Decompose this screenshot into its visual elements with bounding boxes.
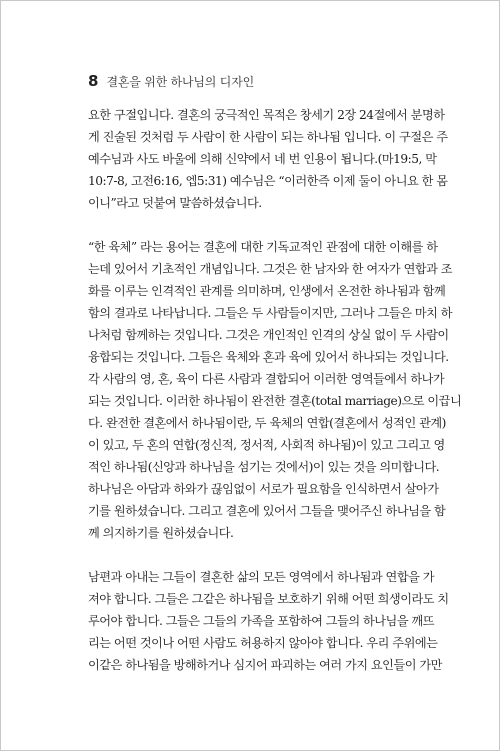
paragraph-2 bbox=[88, 236, 462, 544]
text-line: 10:7-8, 고전6:16, 엡5:31) 예수님은 “이러한즉 이제 둘이 아니요 한 몸 bbox=[88, 174, 448, 188]
text-line: 게 진술된 것처럼 두 사람이 한 사람이 되는 하나됨 입니다. 이 구절은 주 bbox=[88, 130, 448, 144]
text-line: 남편과 아내는 그들이 결혼한 삶의 모든 영역에서 하나됨과 연합을 가 bbox=[88, 570, 435, 584]
text-line: 되는 것입니다. 이러한 하나됨이 완전한 결혼(total marriage)으로 이끕니 bbox=[88, 394, 462, 408]
text-line: 나처럼 함께하는 것입니다. 그것은 개인적인 인격의 상실 없이 두 사람이 bbox=[88, 328, 449, 342]
text-line: 요한 구절입니다. 결혼의 궁극적인 목적은 창세기 2장 24절에서 분명하 bbox=[88, 108, 445, 122]
text-line: 리는 어떤 것이나 어떤 사람도 허용하지 않아야 합니다. 우리 주위에는 bbox=[88, 636, 438, 650]
text-line: 하나님은 아담과 하와가 끊임없이 서로가 필요함을 인식하면서 살아가 bbox=[88, 482, 439, 496]
text-line: 예수님과 사도 바울에 의해 신약에서 네 번 인용이 됩니다.(마19:5, 막 bbox=[88, 152, 437, 166]
text-line: 기를 원하셨습니다. 그리고 결혼에 있어서 그들을 맺어주신 하나님을 함 bbox=[88, 504, 446, 518]
text-line: 이 있고, 두 혼의 연합(정신적, 정서적, 사회적 하나됨)이 있고 그리고 영 bbox=[88, 438, 445, 452]
paragraph-spacer bbox=[88, 544, 418, 566]
paragraph-3 bbox=[88, 566, 449, 676]
text-line: “한 육체” 라는 용어는 결혼에 대한 기독교적인 관점에 대한 이해를 하 bbox=[88, 240, 438, 254]
running-header bbox=[88, 72, 254, 92]
page-number: 8 bbox=[88, 72, 99, 90]
text-line: 이니”라고 덧붙여 말씀하셨습니다. bbox=[88, 196, 262, 210]
text-line: 져야 합니다. 그들은 그같은 하나됨을 보호하기 위해 어떤 희생이라도 치 bbox=[88, 592, 449, 606]
text-line: 각 사람의 영, 혼, 육이 다른 사람과 결합되어 이러한 영역들에서 하나가 bbox=[88, 372, 445, 386]
text-line: 이같은 하나됨을 방해하거나 심지어 파괴하는 여러 가지 요인들이 가만 bbox=[88, 658, 442, 672]
paragraph-spacer bbox=[88, 214, 418, 236]
text-line: 는데 있어서 기초적인 개념입니다. 그것은 한 남자와 한 여자가 연합과 조 bbox=[88, 262, 453, 276]
paragraph-1 bbox=[88, 104, 448, 214]
text-line: 화를 이루는 인격적인 관계를 의미하며, 인생에서 온전한 하나됨과 함께 bbox=[88, 284, 446, 298]
text-line: 함의 결과로 나타납니다. 그들은 두 사람들이지만, 그러나 그들은 마치 하 bbox=[88, 306, 453, 320]
running-title: 결혼을 위한 하나님의 디자인 bbox=[106, 75, 254, 89]
text-line: 루어야 합니다. 그들은 그들의 가족을 포함하여 그들의 하나님을 깨뜨 bbox=[88, 614, 435, 628]
text-line: 다. 완전한 결혼에서 하나됨이란, 두 육체의 연합(결혼에서 성적인 관계) bbox=[88, 416, 446, 430]
text-line: 융합되는 것입니다. 그들은 육체와 혼과 육에 있어서 하나되는 것입니다. bbox=[88, 350, 449, 364]
text-line: 께 의지하기를 원하셨습니다. bbox=[88, 526, 234, 540]
body-text bbox=[88, 104, 462, 676]
text-line: 적인 하나됨(신앙과 하나님을 섬기는 것에서)이 있는 것을 의미합니다. bbox=[88, 460, 440, 474]
